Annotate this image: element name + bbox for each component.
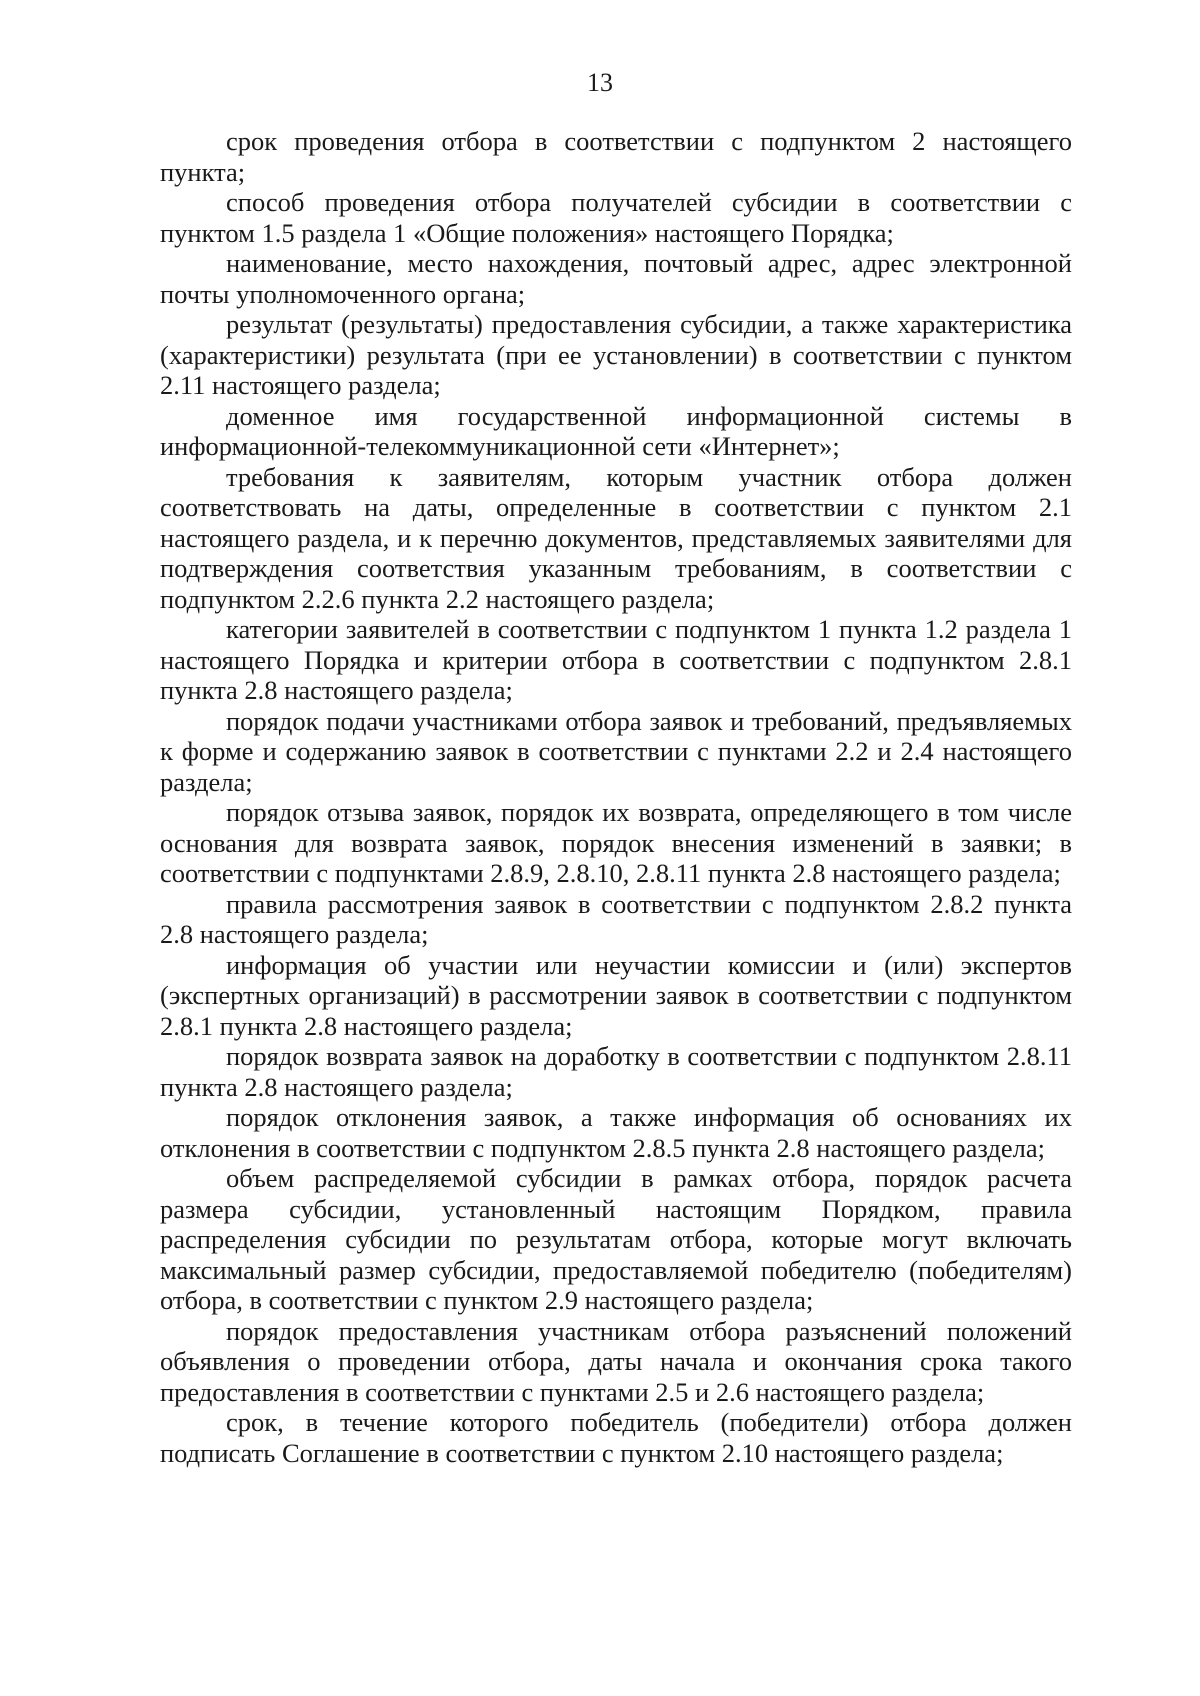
text-line: результат (результаты) предоставления субсидии, а также характеристика [226,309,1072,339]
text-line: пунктом 1.5 раздела 1 «Общие положения» настоящего Порядка; [160,217,894,248]
text-line: пункта 2.8 настоящего раздела; [160,675,513,705]
text-line: подписать Соглашение в соответствии с пунктом 2.10 настоящего раздела; [160,1437,1004,1468]
text-line: требования к заявителям, которым участник отбора должен [226,461,1072,492]
text-line: срок, в течение которого победитель (победители) отбора должен [226,1407,1072,1437]
text-line: почты уполномоченного органа; [160,278,526,309]
text-line: 2.11 настоящего раздела; [160,370,441,400]
text-line: подтверждения соответствия указанным требованиям, в соответствии с [160,553,1072,583]
paragraph [160,1041,1072,1102]
paragraph [160,797,1072,889]
paragraph [160,401,1072,462]
text-line: доменное имя государственной информационной системы в [226,400,1072,431]
text-line: порядок подачи участниками отбора заявок и требований, предъявляемых [226,705,1072,736]
paragraph [160,309,1072,401]
text-line: наименование, место нахождения, почтовый адрес, адрес электронной [226,248,1072,278]
paragraph [160,950,1072,1042]
paragraph [160,889,1072,950]
text-line: раздела; [160,766,253,797]
page-number: 13 [587,68,613,97]
paragraph [160,1407,1072,1468]
text-line: размера субсидии, установленный настоящим Порядком, правила [160,1193,1072,1224]
text-line: настоящего раздела, и к перечню документов, представляемых заявителями для [160,522,1072,553]
text-line: соответствии с подпунктами 2.8.9, 2.8.10, 2.8.11 пункта 2.8 настоящего раздела; [160,858,1061,888]
text-line: основания для возврата заявок, порядок внесения изменений в заявки; в [160,827,1072,858]
text-line: отклонения в соответствии с подпунктом 2.8.5 пункта 2.8 настоящего раздела; [160,1132,1046,1163]
paragraph [160,1102,1072,1163]
text-line: настоящего Порядка и критерии отбора в соответствии с подпунктом 2.8.1 [160,644,1072,675]
text-line: способ проведения отбора получателей субсидии в соответствии с [226,187,1072,217]
text-line: срок проведения отбора в соответствии с подпунктом 2 настоящего [226,126,1072,156]
paragraph [160,462,1072,615]
text-line: категории заявителей в соответствии с подпунктом 1 пункта 1.2 раздела 1 [226,614,1072,644]
text-line: 2.8.1 пункта 2.8 настоящего раздела; [160,1010,573,1041]
text-line: объем распределяемой субсидии в рамках отбора, порядок расчета [226,1163,1072,1193]
text-line: соответствовать на даты, определенные в соответствии с пунктом 2.1 [160,492,1072,522]
text-line: пункта 2.8 настоящего раздела; [160,1071,513,1102]
text-line: распределения субсидии по результатам отбора, которые могут включать [160,1224,1072,1254]
paragraph [160,1316,1072,1408]
text-line: информационной-телекоммуникационной сети «Интернет»; [160,431,840,461]
document-body [160,126,1072,1468]
text-line: пункта; [160,156,246,187]
text-line: информация об участии или неучастии комиссии и (или) экспертов [226,949,1072,980]
text-line: предоставления в соответствии с пунктами 2.5 и 2.6 настоящего раздела; [160,1376,985,1407]
text-line: (характеристики) результата (при ее установлении) в соответствии с пунктом [160,339,1072,370]
text-line: отбора, в соответствии с пунктом 2.9 настоящего раздела; [160,1285,814,1315]
text-line: максимальный размер субсидии, предоставляемой победителю (победителям) [160,1254,1072,1285]
paragraph [160,126,1072,187]
text-line: 2.8 настоящего раздела; [160,919,429,949]
text-line: подпунктом 2.2.6 пункта 2.2 настоящего раздела; [160,583,715,614]
text-line: порядок предоставления участникам отбора разъяснений положений [226,1315,1072,1346]
text-line: правила рассмотрения заявок в соответствии с подпунктом 2.8.2 пункта [226,888,1072,919]
paragraph [160,187,1072,248]
paragraph [160,706,1072,798]
text-line: порядок отклонения заявок, а также информация об основаниях их [226,1102,1072,1132]
text-line: объявления о проведении отбора, даты начала и окончания срока такого [160,1346,1072,1376]
text-line: порядок возврата заявок на доработку в соответствии с подпунктом 2.8.11 [226,1041,1072,1071]
text-line: к форме и содержанию заявок в соответствии с пунктами 2.2 и 2.4 настоящего [160,736,1072,766]
paragraph [160,248,1072,309]
text-line: порядок отзыва заявок, порядок их возврата, определяющего в том числе [226,797,1072,827]
text-line: (экспертных организаций) в рассмотрении заявок в соответствии с подпунктом [160,980,1072,1010]
paragraph [160,614,1072,706]
paragraph [160,1163,1072,1316]
